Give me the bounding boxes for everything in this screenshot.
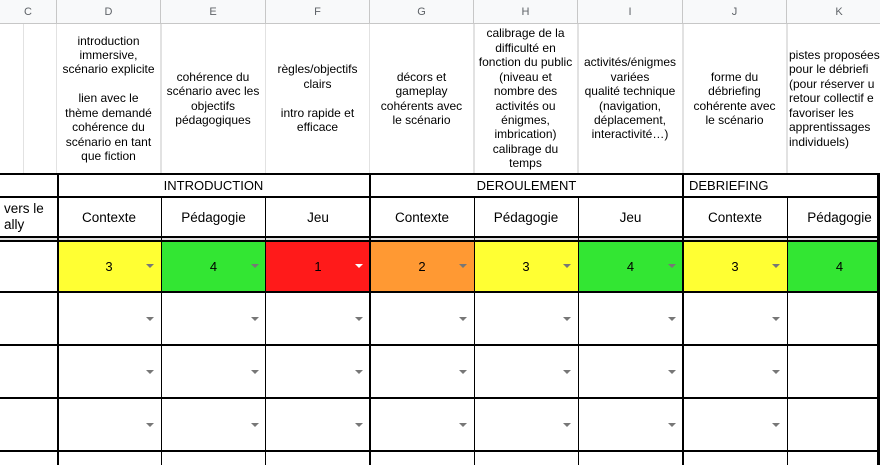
gridline (369, 24, 370, 173)
column-header-g[interactable]: G (370, 0, 474, 24)
table-border (682, 173, 684, 465)
empty-dropdown-cell[interactable] (787, 398, 880, 451)
empty-dropdown-cell[interactable] (370, 345, 474, 398)
empty-dropdown-cell[interactable] (787, 345, 880, 398)
triangle-down-icon[interactable] (355, 370, 363, 374)
triangle-down-icon[interactable] (668, 423, 676, 427)
table-border (0, 240, 880, 242)
gridline (578, 24, 579, 173)
triangle-down-icon[interactable] (146, 423, 154, 427)
triangle-down-icon[interactable] (563, 317, 571, 321)
triangle-down-icon[interactable] (251, 370, 259, 374)
column-header-d[interactable]: D (57, 0, 161, 24)
empty-dropdown-cell[interactable] (578, 345, 683, 398)
triangle-down-icon[interactable] (251, 264, 259, 268)
subheader-cell[interactable]: vers le ally (4, 201, 44, 232)
score-dropdown[interactable] (57, 240, 161, 292)
table-border (57, 173, 59, 465)
score-dropdown[interactable] (266, 240, 370, 292)
triangle-down-icon[interactable] (355, 264, 363, 268)
triangle-down-icon[interactable] (459, 264, 467, 268)
empty-dropdown-cell[interactable] (161, 398, 266, 451)
criteria-description[interactable]: calibrage de la difficulté en fonction du public (niveau et nombre des activités ou énigmes, imbrication) calibrage du temps (474, 24, 578, 173)
column-header-k[interactable]: K (787, 0, 880, 24)
triangle-down-icon[interactable] (146, 317, 154, 321)
triangle-down-icon[interactable] (251, 317, 259, 321)
empty-dropdown-cell[interactable] (578, 292, 683, 345)
gridline (683, 24, 684, 173)
score-value: 3 (105, 258, 113, 274)
gridline (265, 24, 266, 173)
empty-dropdown-cell[interactable] (578, 451, 683, 465)
column-header-e[interactable]: E (161, 0, 266, 24)
criteria-description[interactable]: pistes proposées pour le débriefi (pour réserver u retour collectif e favoriser les apprentissages individuels) (787, 24, 880, 173)
empty-dropdown-cell[interactable] (370, 398, 474, 451)
table-border (0, 397, 880, 399)
triangle-down-icon[interactable] (355, 317, 363, 321)
triangle-down-icon[interactable] (668, 264, 676, 268)
table-border (0, 236, 880, 238)
triangle-down-icon[interactable] (146, 370, 154, 374)
criteria-description[interactable] (0, 24, 57, 173)
criteria-description[interactable]: forme du débriefing cohérente avec le scénario (683, 24, 787, 173)
group-header-deroulement[interactable]: DEROULEMENT (476, 177, 577, 193)
group-header-blank[interactable] (0, 173, 57, 197)
triangle-down-icon[interactable] (563, 423, 571, 427)
empty-dropdown-cell[interactable] (161, 451, 266, 465)
score-dropdown[interactable] (787, 240, 880, 292)
criteria-description[interactable]: introduction immersive, scénario explicite lien avec le thème demandé cohérence du scénario en tant que fiction (57, 24, 161, 173)
column-header-c[interactable]: C (0, 0, 57, 24)
table-border (0, 196, 880, 198)
row-label-cell[interactable] (0, 398, 57, 451)
gridline (23, 24, 24, 173)
subheader-cell[interactable]: Contexte (81, 209, 137, 225)
empty-dropdown-cell[interactable] (370, 292, 474, 345)
triangle-down-icon[interactable] (251, 423, 259, 427)
table-border (161, 197, 162, 465)
table-border (0, 344, 880, 346)
empty-dropdown-cell[interactable] (787, 292, 880, 345)
triangle-down-icon[interactable] (772, 423, 780, 427)
empty-dropdown-cell[interactable] (266, 345, 370, 398)
table-border (0, 450, 880, 452)
triangle-down-icon[interactable] (146, 264, 154, 268)
score-value: 4 (835, 258, 844, 274)
score-value: 4 (209, 258, 218, 274)
gridline (161, 24, 162, 173)
score-value: 1 (314, 258, 322, 274)
table-border (369, 173, 371, 465)
score-row-label[interactable] (0, 240, 57, 292)
empty-dropdown-cell[interactable] (370, 451, 474, 465)
empty-dropdown-cell[interactable] (266, 398, 370, 451)
triangle-down-icon[interactable] (668, 317, 676, 321)
subheader-cell[interactable]: Pédagogie (493, 209, 559, 225)
empty-dropdown-cell[interactable] (266, 292, 370, 345)
column-header-i[interactable]: I (578, 0, 683, 24)
criteria-description[interactable]: cohérence du scénario avec les objectifs pédagogiques (161, 24, 266, 173)
triangle-down-icon[interactable] (668, 370, 676, 374)
score-value: 2 (418, 258, 426, 274)
triangle-down-icon[interactable] (563, 370, 571, 374)
row-label-cell[interactable] (0, 292, 57, 345)
empty-dropdown-cell[interactable] (474, 292, 578, 345)
triangle-down-icon[interactable] (355, 423, 363, 427)
triangle-down-icon[interactable] (459, 370, 467, 374)
subheader-cell[interactable]: Pédagogie (181, 209, 246, 225)
empty-dropdown-cell[interactable] (266, 451, 370, 465)
empty-dropdown-cell[interactable] (161, 345, 266, 398)
group-header-introduction[interactable]: INTRODUCTION (163, 177, 264, 193)
gridline (474, 24, 475, 173)
gridline (787, 24, 788, 173)
table-border (0, 173, 880, 175)
score-value: 4 (626, 258, 635, 274)
empty-dropdown-cell[interactable] (57, 345, 161, 398)
subheader-cell[interactable]: Contexte (394, 209, 450, 225)
empty-dropdown-cell[interactable] (474, 345, 578, 398)
subheader-cell[interactable]: Jeu (307, 209, 329, 225)
column-header-h[interactable]: H (474, 0, 578, 24)
table-border (578, 197, 579, 465)
subheader-cell[interactable]: Contexte (707, 209, 763, 225)
triangle-down-icon[interactable] (459, 423, 467, 427)
triangle-down-icon[interactable] (772, 317, 780, 321)
table-border (787, 197, 788, 465)
column-header-f[interactable]: F (266, 0, 370, 24)
empty-dropdown-cell[interactable] (787, 451, 880, 465)
empty-dropdown-cell[interactable] (161, 292, 266, 345)
empty-dropdown-cell[interactable] (683, 398, 787, 451)
empty-dropdown-cell[interactable] (578, 398, 683, 451)
column-header-j[interactable]: J (683, 0, 787, 24)
score-dropdown[interactable] (578, 240, 683, 292)
group-header-debriefing[interactable]: DEBRIEFING (689, 177, 769, 193)
empty-dropdown-cell[interactable] (683, 345, 787, 398)
table-border (474, 197, 475, 465)
triangle-down-icon[interactable] (459, 317, 467, 321)
empty-dropdown-cell[interactable] (474, 398, 578, 451)
table-border (265, 197, 266, 465)
empty-dropdown-cell[interactable] (474, 451, 578, 465)
criteria-description[interactable]: décors et gameplay cohérents avec le scénario (370, 24, 474, 173)
triangle-down-icon[interactable] (772, 264, 780, 268)
criteria-description[interactable]: règles/objectifs clairs intro rapide et efficace (266, 24, 370, 173)
empty-dropdown-cell[interactable] (57, 398, 161, 451)
triangle-down-icon[interactable] (563, 264, 571, 268)
row-label-cell[interactable] (0, 345, 57, 398)
criteria-description[interactable]: activités/énigmes variées qualité technique (navigation, déplacement, interactivité…) (578, 24, 683, 173)
empty-dropdown-cell[interactable] (57, 292, 161, 345)
row-label-cell[interactable] (0, 451, 57, 465)
empty-dropdown-cell[interactable] (683, 451, 787, 465)
empty-dropdown-cell[interactable] (683, 292, 787, 345)
score-dropdown[interactable] (683, 240, 787, 292)
subheader-cell[interactable]: Pédagogie (807, 209, 872, 225)
table-border (0, 291, 880, 293)
score-value: 3 (731, 258, 739, 274)
subheader-cell[interactable]: Jeu (619, 209, 642, 225)
triangle-down-icon[interactable] (772, 370, 780, 374)
score-value: 3 (522, 258, 530, 274)
score-dropdown[interactable] (370, 240, 474, 292)
empty-dropdown-cell[interactable] (57, 451, 161, 465)
score-dropdown[interactable] (161, 240, 266, 292)
score-dropdown[interactable] (474, 240, 578, 292)
